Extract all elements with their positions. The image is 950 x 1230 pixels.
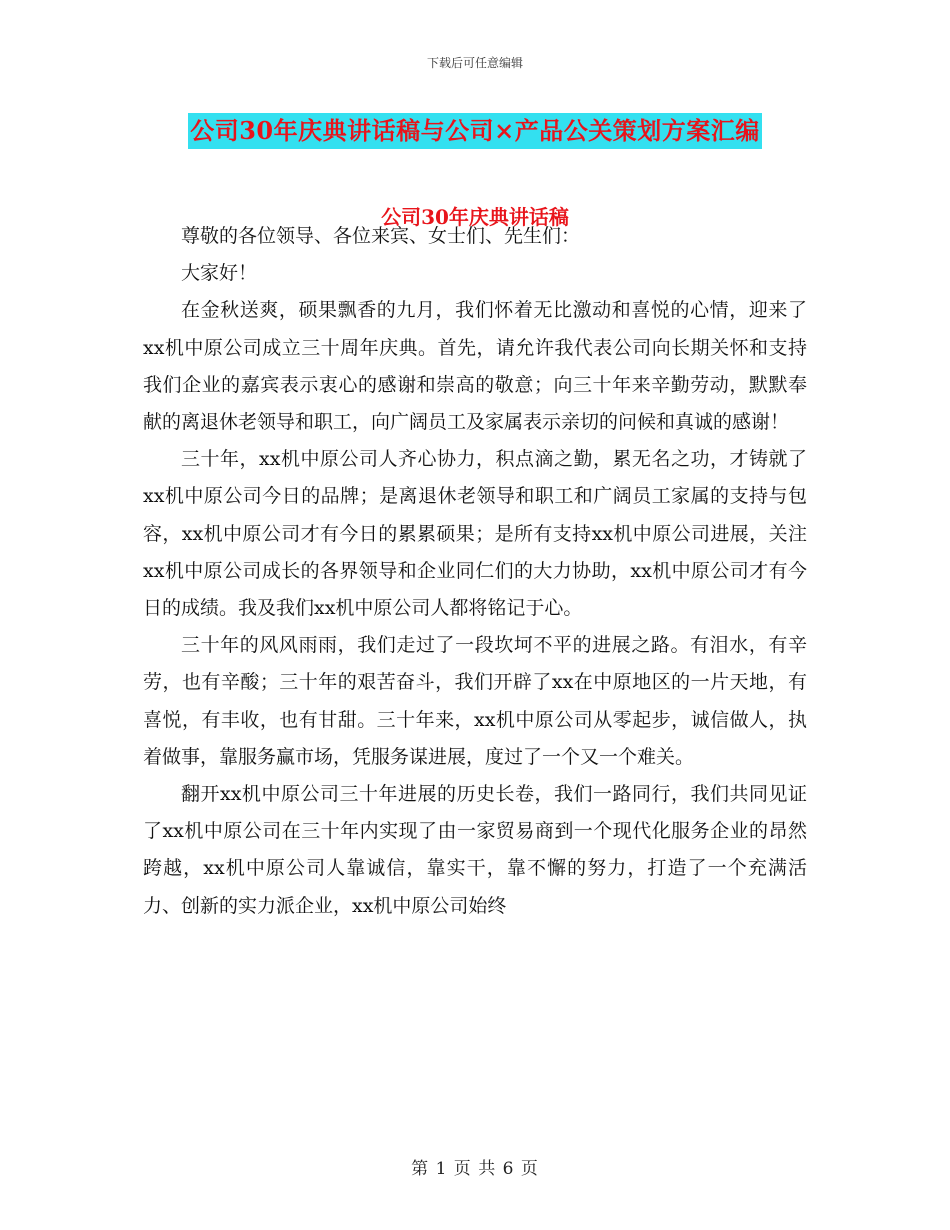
body-paragraph: 三十年的风风雨雨，我们走过了一段坎坷不平的进展之路。有泪水，有辛劳，也有辛酸；三十年的艰苦奋斗，我们开辟了xx在中原地区的一片天地，有喜悦，有丰收，也有甘甜。三十年来，xx机中原公司从零起步，诚信做人，执着做事，靠服务赢市场，凭服务谋进展，度过了一个又一个难关。 [143, 634, 807, 768]
greeting-paragraph: 大家好！ [181, 262, 258, 285]
body-paragraph: 在金秋送爽，硕果飘香的九月，我们怀着无比激动和喜悦的心情，迎来了xx机中原公司成立三十周年庆典。首先，请允许我代表公司向长期关怀和支持我们企业的嘉宾表示衷心的感谢和崇高的敬意；向三十年来辛勤劳动，默默奉献的离退休老领导和职工，向广阔员工及家属表示亲切的问候和真诚的感谢！ [143, 299, 807, 434]
page-header-note: 下载后可任意编辑 [426, 56, 523, 70]
document-body [143, 218, 807, 925]
section-title: 公司30年庆典讲话稿 [381, 205, 569, 229]
page-number-footer: 第 1 页 共 6 页 [411, 1159, 539, 1179]
salutation-paragraph: 尊敬的各位领导、各位来宾、女士们、先生们： [181, 225, 581, 247]
document-title-container [0, 113, 950, 149]
document-title: 公司30年庆典讲话稿与公司×产品公关策划方案汇编 [188, 113, 762, 149]
body-paragraph: 三十年，xx机中原公司人齐心协力，积点滴之勤，累无名之功，才铸就了xx机中原公司今日的品牌；是离退休老领导和职工和广阔员工家属的支持与包容，xx机中原公司才有今日的累累硕果；是所有支持xx机中原公司进展，关注xx机中原公司成长的各界领导和企业同仁们的大力协助，xx机中原公司才有今日的成绩。我及我们xx机中原公司人都将铭记于心。 [143, 448, 807, 620]
body-paragraph: 翻开xx机中原公司三十年进展的历史长卷，我们一路同行，我们共同见证了xx机中原公司在三十年内实现了由一家贸易商到一个现代化服务企业的昂然跨越，xx机中原公司人靠诚信，靠实干，靠不懈的努力，打造了一个充满活力、创新的实力派企业，xx机中原公司始终 [143, 783, 807, 917]
